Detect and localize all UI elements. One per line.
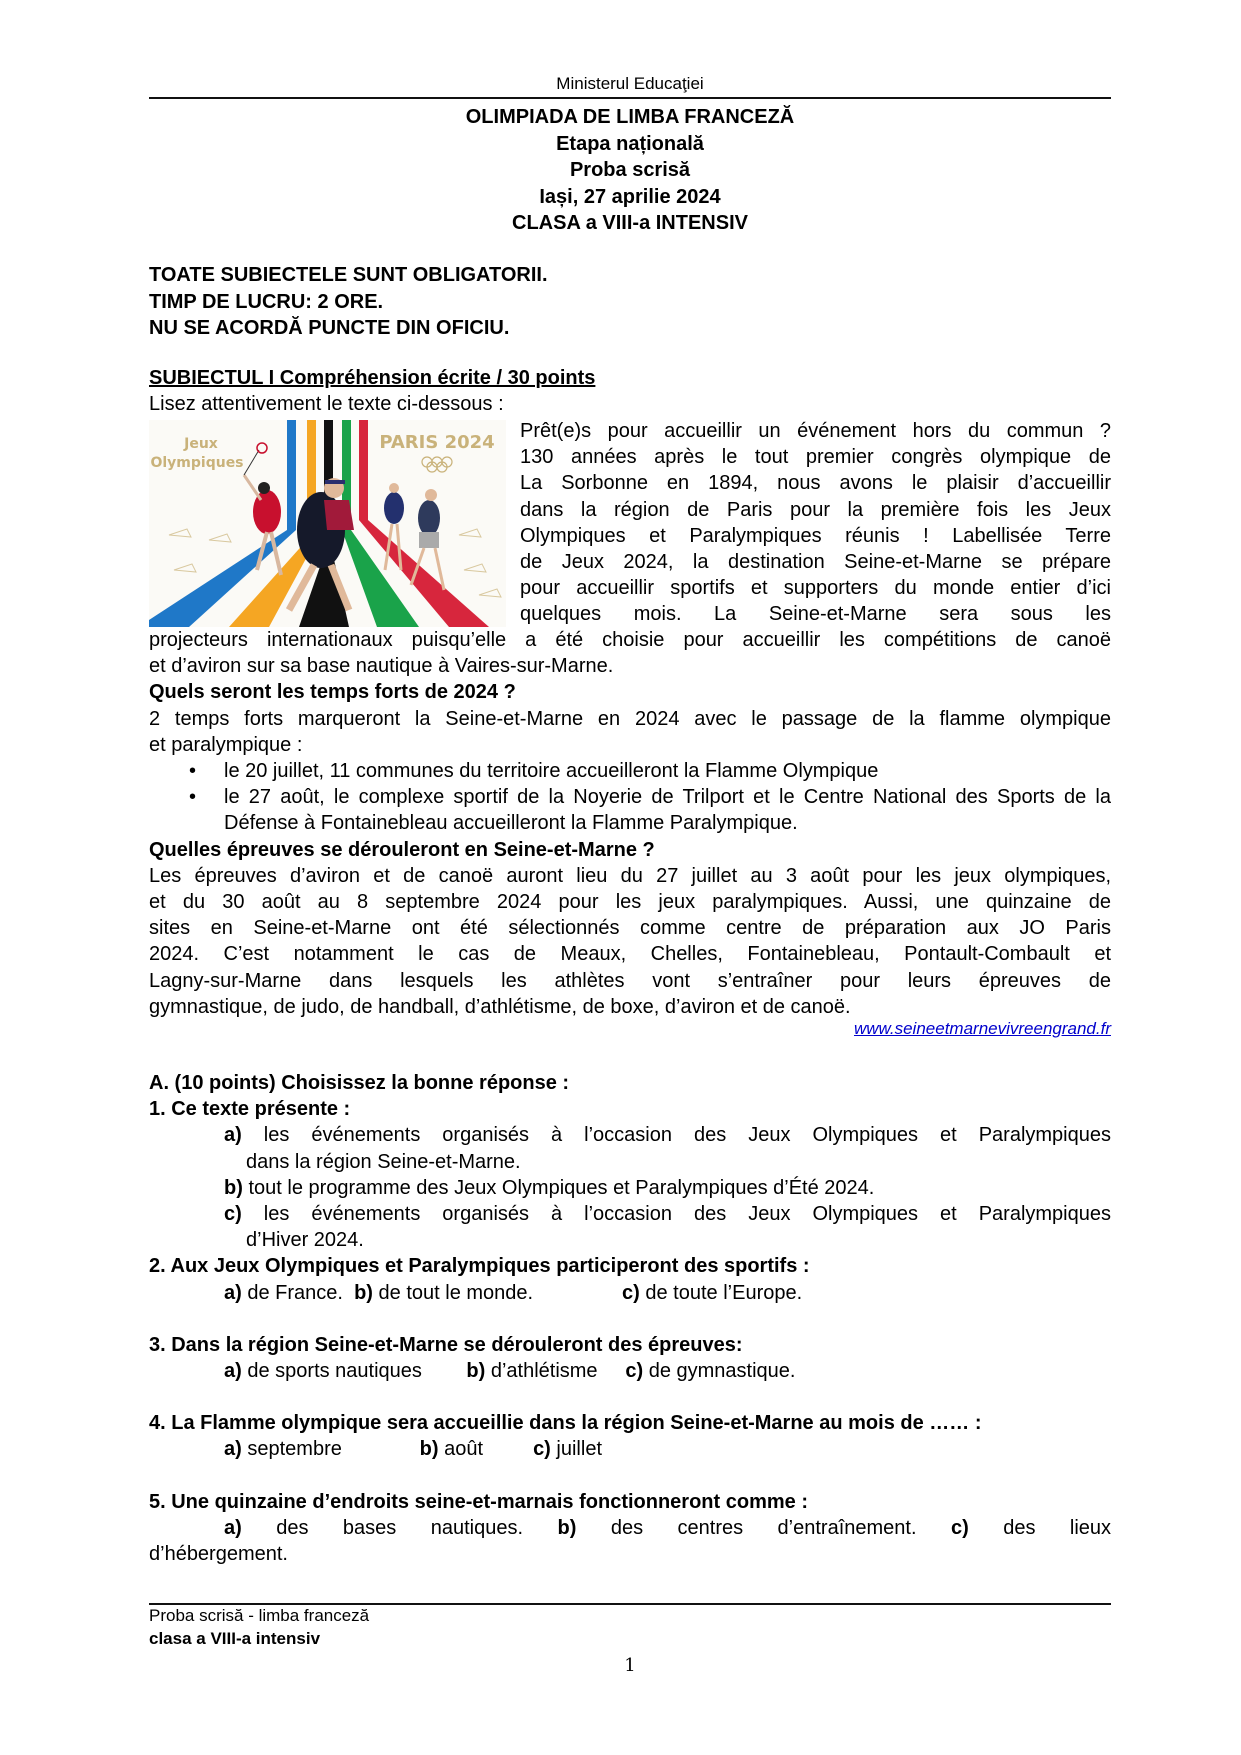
image-text-jeux: Jeux — [184, 436, 218, 452]
test-type: Proba scrisă — [569, 159, 691, 181]
article-line: 130 années après le tout premier congrès olympique de — [520, 446, 1111, 469]
footer-divider — [149, 1603, 1111, 1605]
option-5c-cont: d’hébergement. — [149, 1543, 288, 1566]
subject-title: SUBIECTUL I Compréhension écrite / 30 points — [149, 367, 596, 389]
article-heading-temps-forts: Quels seront les temps forts de 2024 ? — [149, 681, 516, 704]
section-a-title: A. (10 points) Choisissez la bonne réponse : — [149, 1072, 570, 1094]
options-2 — [149, 1280, 1111, 1306]
option-3a[interactable]: a) de sports nautiques — [224, 1360, 422, 1383]
image-text-olympiques: Olympiques — [150, 455, 244, 471]
question-3: 3. Dans la région Seine-et-Marne se dérouleront des épreuves: — [149, 1333, 743, 1356]
olympiad-title: OLIMPIADA DE LIMBA FRANCEZĂ — [465, 106, 795, 128]
spacer — [149, 1306, 1111, 1332]
ministry-header: Ministerul Educaţiei — [556, 74, 704, 93]
class-level: CLASA a VIII-a INTENSIV — [512, 212, 748, 234]
list-item: • le 27 août, le complexe sportif de la Noyerie de Trilport et le Centre National des Sports de la Défense à Fontainebleau accueilleront la Flamme Paralympique. — [149, 784, 1111, 836]
page-number: 1 — [624, 1655, 636, 1676]
question-4: 4. La Flamme olympique sera accueillie dans la région Seine-et-Marne au mois de …… : — [149, 1412, 982, 1435]
option-2a[interactable]: a) de France. — [224, 1281, 343, 1304]
article-line: et paralympique : — [149, 733, 303, 756]
option-4b[interactable]: b) août — [419, 1438, 484, 1461]
option-3b[interactable]: b) d’athlétisme — [466, 1360, 598, 1383]
article-body — [149, 627, 1111, 1020]
paris-2024-image — [149, 420, 506, 627]
article-line: sites en Seine-et-Marne ont été sélectionnés comme centre de préparation aux JO Paris — [149, 917, 1111, 940]
reading-instruction: Lisez attentivement le texte ci-dessous : — [149, 393, 504, 415]
article-line: Prêt(e)s pour accueillir un événement hors du commun ? — [520, 420, 1111, 442]
option-4c[interactable]: c) juillet — [533, 1438, 602, 1461]
options-4 — [149, 1436, 1111, 1462]
footer-test-name: Proba scrisă - limba franceză — [149, 1606, 370, 1625]
list-item: • le 20 juillet, 11 communes du territoire accueilleront la Flamme Olympique — [149, 758, 1111, 784]
option-1b[interactable]: b) tout le programme des Jeux Olympiques et Paralympiques d’Été 2024. — [224, 1176, 875, 1199]
olympic-badminton-illustration — [149, 420, 506, 627]
option-1c-cont: d’Hiver 2024. — [246, 1229, 364, 1252]
question-5: 5. Une quinzaine d’endroits seine-et-marnais fonctionneront comme : — [149, 1490, 808, 1513]
article-line: et du 30 août au 8 septembre 2024 pour les jeux paralympiques. Aussi, une quinzaine de — [149, 891, 1111, 914]
option-1c[interactable]: c) les événements organisés à l’occasion des Jeux Olympiques et Paralympiques — [224, 1203, 1111, 1226]
article-line: dans la région de Paris pour la première fois les Jeux — [520, 498, 1111, 521]
article-line: Lagny-sur-Marne dans lesquels les athlètes vont s’entraîner pour leurs épreuves de — [149, 969, 1111, 992]
options-5 — [149, 1515, 1111, 1541]
option-3c[interactable]: c) de gymnastique. — [625, 1360, 796, 1383]
option-5a[interactable]: a) des bases nautiques. — [224, 1516, 524, 1539]
general-instructions — [149, 262, 548, 342]
image-text-paris-2024: PARIS 2024 — [379, 432, 495, 453]
header-divider — [149, 97, 1111, 99]
section-a — [149, 1070, 1111, 1567]
spacer — [149, 1384, 1111, 1410]
article-line: quelques mois. La Seine-et-Marne sera sous les — [520, 603, 1111, 626]
instruction-line: NU SE ACORDĂ PUNCTE DIN OFICIU. — [149, 317, 510, 339]
article-line: pour accueillir sportifs et supporters du monde entier d’ici — [520, 577, 1111, 600]
question-1: 1. Ce texte présente : — [149, 1098, 351, 1121]
article-line: 2 temps forts marqueront la Seine-et-Marne en 2024 avec le passage de la flamme olympique — [149, 707, 1111, 730]
option-1a[interactable]: a) les événements organisés à l’occasion des Jeux Olympiques et Paralympiques — [224, 1124, 1111, 1147]
highlights-list — [149, 758, 1111, 837]
article-line: Olympiques et Paralympiques réunis ! Labellisée Terre — [520, 524, 1111, 547]
option-5c[interactable]: c) des lieux — [950, 1516, 1112, 1539]
exam-title-block — [149, 104, 1111, 237]
article-line: 2024. C’est notamment le cas de Meaux, Chelles, Fontainebleau, Pontault-Combault et — [149, 943, 1111, 966]
article-line: Les épreuves d’aviron et de canoë auront lieu du 27 juillet au 3 août pour les jeux olympiques, — [149, 864, 1111, 887]
option-2c[interactable]: c) de toute l’Europe. — [622, 1281, 803, 1304]
article-line: gymnastique, de judo, de handball, d’athlétisme, de boxe, d’aviron et de canoë. — [149, 995, 851, 1018]
stage-title: Etapa națională — [556, 132, 704, 155]
instruction-line: TOATE SUBIECTELE SUNT OBLIGATORII. — [149, 264, 548, 286]
article-line: La Sorbonne en 1894, nous avons le plaisir d’accueillir — [520, 472, 1111, 495]
option-5b[interactable]: b) des centres d’entraînement. — [557, 1516, 917, 1539]
options-3 — [149, 1358, 1111, 1384]
option-2b[interactable]: b) de tout le monde. — [354, 1281, 534, 1304]
option-4a[interactable]: a) septembre — [224, 1438, 342, 1461]
article-line: projecteurs internationaux puisqu’elle a été choisie pour accueillir les compétitions de canoë — [149, 629, 1111, 651]
place-date: Iași, 27 aprilie 2024 — [539, 185, 721, 208]
article-line: de Jeux 2024, la destination Seine-et-Marne se prépare — [520, 551, 1111, 574]
footer-class: clasa a VIII-a intensiv — [149, 1629, 321, 1648]
spacer — [149, 1463, 1111, 1489]
source-link[interactable]: www.seineetmarnevivreengrand.fr — [853, 1019, 1111, 1038]
option-1a-cont: dans la région Seine-et-Marne. — [246, 1150, 521, 1173]
article-heading-epreuves: Quelles épreuves se dérouleront en Seine-et-Marne ? — [149, 838, 655, 861]
article-intro-wrapped — [520, 418, 1111, 628]
question-2: 2. Aux Jeux Olympiques et Paralympiques participeront des sportifs : — [149, 1255, 810, 1278]
instruction-line: TIMP DE LUCRU: 2 ORE. — [149, 290, 384, 313]
article-line: et d’aviron sur sa base nautique à Vaires-sur-Marne. — [149, 655, 614, 678]
